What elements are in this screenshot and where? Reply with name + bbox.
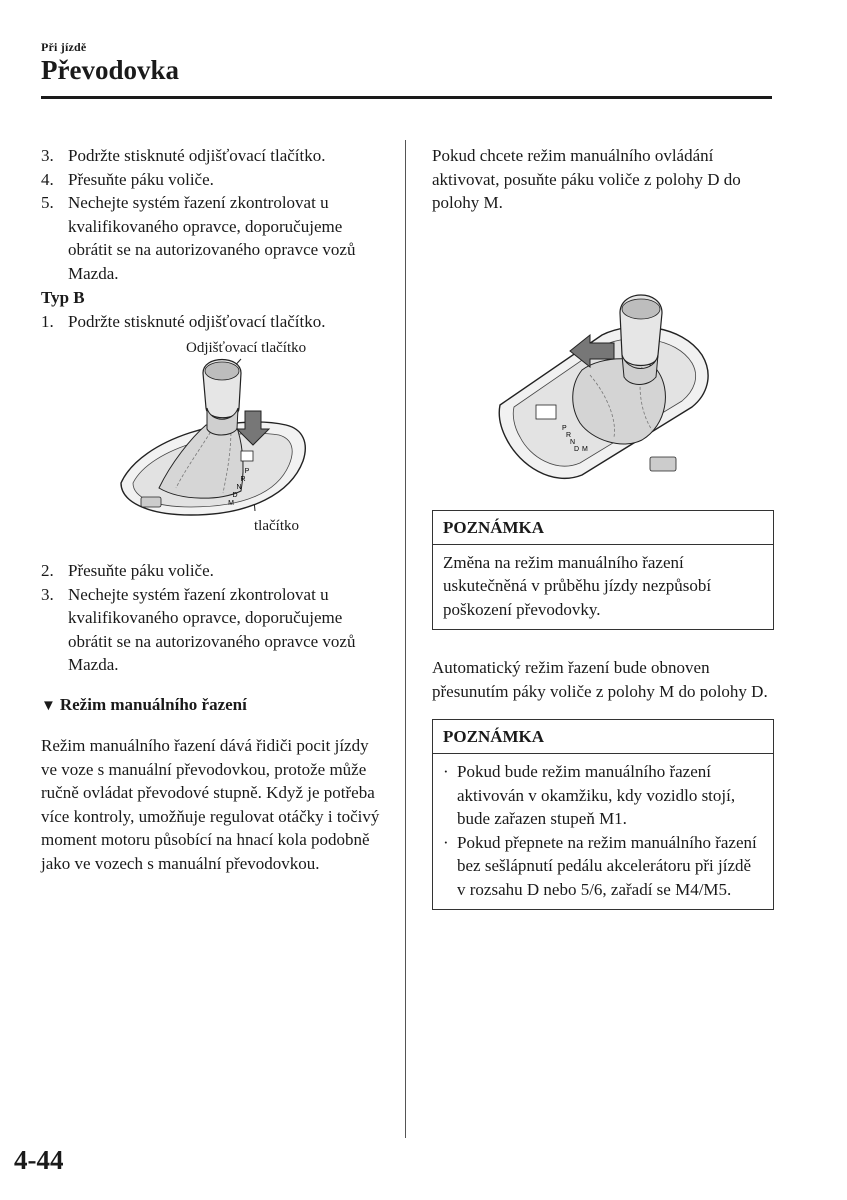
bullet-icon: · bbox=[443, 762, 449, 781]
shifter-illustration bbox=[41, 333, 381, 555]
triangle-down-icon: ▼ bbox=[41, 697, 56, 714]
gate-letter: D bbox=[232, 492, 238, 499]
callout-button: tlačítko bbox=[254, 518, 299, 534]
shifter-figure-manual bbox=[432, 225, 774, 480]
title-rule bbox=[41, 96, 772, 99]
callout-release-button: Odjišťovací tlačítko bbox=[186, 340, 307, 356]
note-box bbox=[432, 719, 774, 910]
right-column bbox=[432, 144, 774, 910]
note-bullets bbox=[443, 760, 763, 901]
section-label: Při jízdě bbox=[41, 40, 87, 54]
steps-list-b bbox=[41, 310, 381, 334]
list-item: · Pokud bude režim manuálního řazení aktivován v okamžiku, kdy vozidlo stojí, bude zařazen stupeň M1. bbox=[443, 760, 763, 831]
steps-list-a bbox=[41, 144, 381, 285]
gate-letter: P bbox=[562, 424, 567, 432]
note-title: POZNÁMKA bbox=[433, 511, 773, 545]
list-item: 5. Nechejte systém řazení zkontrolovat u kvalifikovaného opravce, doporučujeme obrátit se na autorizovaného opravce vozů Mazda. bbox=[41, 193, 356, 283]
manual-mode-paragraph: Režim manuálního řazení dává řidiči pocit jízdy ve voze s manuální převodovkou, protože může ručně ovládat převodové stupně. Když je potřeba více kontroly, umožňuje regulovat otáčky i točivý moment motoru působící na hnací kola podobně jako ve vozech s manuální převodovkou. bbox=[41, 736, 380, 873]
intro-paragraph: Pokud chcete režim manuálního ovládání aktivovat, posuňte páku voliče z polohy D do polohy M. bbox=[432, 146, 741, 212]
list-item: 4. Přesuňte páku voliče. bbox=[41, 169, 214, 189]
bullet-icon: · bbox=[443, 832, 449, 852]
gate-letter: R bbox=[240, 476, 246, 483]
page-number: 4-44 bbox=[14, 1145, 64, 1175]
gate-letter: R bbox=[566, 431, 572, 439]
column-divider bbox=[405, 140, 406, 1138]
gate-letter: D bbox=[574, 445, 580, 453]
list-item: 1. Podržte stisknuté odjišťovací tlačítko. bbox=[41, 311, 326, 331]
gate-letter: N bbox=[570, 438, 576, 446]
gate-letter: M bbox=[582, 445, 588, 453]
gate-letter: P bbox=[244, 468, 250, 475]
list-item: 3. Podržte stisknuté odjišťovací tlačítko. bbox=[41, 146, 326, 165]
page-title: Převodovka bbox=[41, 55, 179, 85]
list-item: · Pokud přepnete na režim manuálního řazení bez sešlápnutí pedálu akcelerátoru při jízdě v rozsahu D nebo 5/6, zařadí se M4/M5. bbox=[443, 831, 763, 902]
note-text: Změna na režim manuálního řazení uskutečněná v průběhu jízdy nezpůsobí poškození převodovky. bbox=[443, 552, 712, 619]
gate-letter: M bbox=[228, 500, 234, 507]
list-item: 3. Nechejte systém řazení zkontrolovat u kvalifikovaného opravce, doporučujeme obrátit se na autorizovaného opravce vozů Mazda. bbox=[41, 584, 356, 674]
steps-list-c bbox=[41, 559, 381, 677]
manual-mode-heading: ▼ Režim manuálního řazení bbox=[41, 694, 247, 714]
left-column bbox=[41, 144, 381, 875]
shifter-manual-illustration bbox=[432, 225, 774, 480]
note-title: POZNÁMKA bbox=[433, 720, 773, 754]
gate-letter: N bbox=[236, 484, 242, 491]
type-b-heading: Typ B bbox=[41, 288, 85, 307]
auto-mode-paragraph: Automatický režim řazení bude obnoven přesunutím páky voliče z polohy M do polohy D. bbox=[432, 658, 768, 701]
note-box bbox=[432, 510, 774, 631]
shifter-figure-type-b bbox=[41, 333, 381, 555]
list-item: 2. Přesuňte páku voliče. bbox=[41, 561, 214, 580]
